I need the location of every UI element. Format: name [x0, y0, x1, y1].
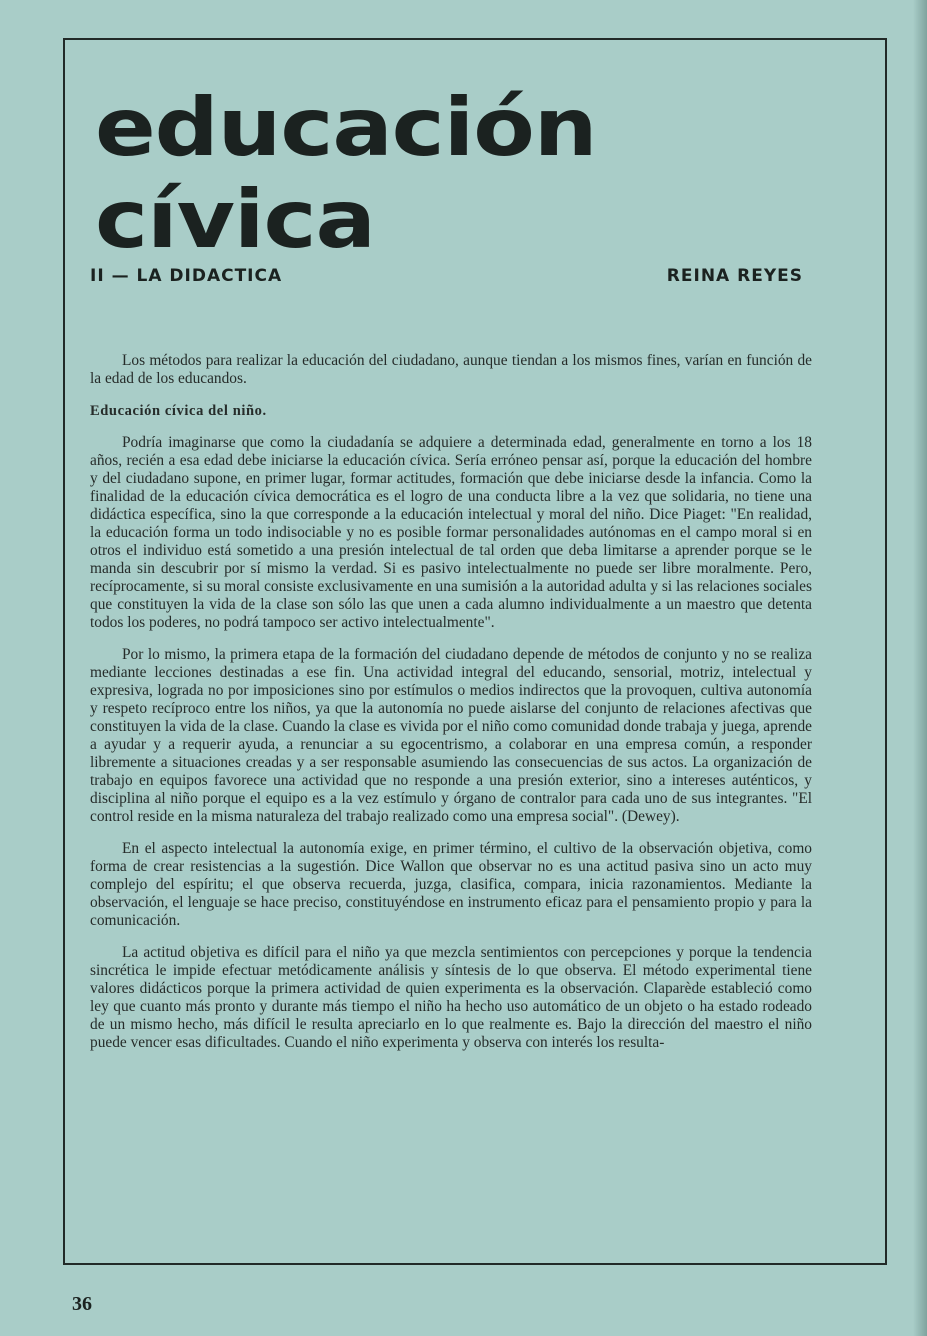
article-title [95, 82, 596, 266]
title-line-2: cívica [95, 173, 375, 266]
intro-paragraph: Los métodos para realizar la educación del ciudadano, aunque tiendan a los mismos fines, varían en función de la edad de los educandos. [90, 352, 812, 387]
section-heading: Educación cívica del niño. [90, 403, 267, 419]
body-paragraph: En el aspecto intelectual la autonomía exige, en primer término, el cultivo de la observación objetiva, como forma de crear resistencias a la sugestión. Dice Wallon que observar no es una actitud pasiva sino un acto muy complejo del espíritu; el que observa recuerda, juzga, clasifica, compara, inicia razonamientos. Mediante la observación, el lenguaje se hace preciso, constituyéndose en instrumento eficaz para el pensamiento propio y para la comunicación. [90, 840, 812, 929]
page-number: 36 [72, 1293, 92, 1315]
article-frame [63, 38, 887, 1265]
page-edge-shadow [913, 0, 927, 1336]
body-paragraph: La actitud objetiva es difícil para el niño ya que mezcla sentimientos con percepciones y porque la tendencia sincrética le impide efectuar metódicamente análisis y síntesis de lo que observa. El método experimental tiene valores didácticos porque la primera actividad de quien experimenta es la observación. Claparède estableció como ley que cuanto más pronto y durante más tiempo el niño ha hecho uso automático de un objeto o ha estado rodeado de un mismo hecho, más difícil le resulta apreciarlo en lo que realmente es. Bajo la dirección del maestro el niño puede vencer esas dificultades. Cuando el niño experimenta y observa con interés los resulta- [90, 944, 812, 1051]
author-name: REINA REYES [666, 266, 803, 286]
section-label: II — LA DIDACTICA [90, 266, 283, 286]
body-paragraph: Por lo mismo, la primera etapa de la formación del ciudadano depende de métodos de conjunto y no se realiza mediante lecciones destinadas a ese fin. Una actividad integral del educando, sensorial, motriz, intelectual y expresiva, lograda no por imposiciones sino por estímulos o medios indirectos que la provoquen, cultiva autonomía y respeto recíproco entre los niños, ya que la autonomía no puede aislarse del conjunto de relaciones afectivas que constituyen la vida de la clase. Cuando la clase es vivida por el niño como comunidad donde trabaja y juega, aprende a ayudar y a requerir ayuda, a renunciar a su egocentrismo, a colaborar en una empresa común, a responder libremente a situaciones creadas y a ser responsable asumiendo las consecuencias de sus actos. La organización de trabajo en equipos favorece una actividad que no responde a una presión exterior, sino a intereses auténticos, y disciplina al niño porque el equipo es a la vez estímulo y órgano de contralor para cada uno de sus integrantes. "El control reside en la misma naturaleza del trabajo realizado como una empresa social". (Dewey). [90, 646, 812, 825]
body-paragraph: Podría imaginarse que como la ciudadanía se adquiere a determinada edad, generalmente en torno a los 18 años, recién a esa edad debe iniciarse la educación cívica. Sería erróneo pensar así, porque la educación del hombre y del ciudadano supone, en primer lugar, formar actitudes, formación que debe iniciarse desde la infancia. Como la finalidad de la educación cívica democrática es el logro de una conducta libre a la vez que solidaria, no tiene una didáctica específica, sino la que corresponde a la educación intelectual y moral del niño. Dice Piaget: "En realidad, la educación forma un todo indisociable y no es posible formar personalidades autónomas en el campo moral si en otros el individuo está sometido a una presión intelectual de tal orden que deba limitarse a aprender porque se le manda sin descubrir por sí mismo la verdad. Si es pasivo intelectualmente no puede ser libre moralmente. Pero, recíprocamente, si su moral consiste exclusivamente en una sumisión a la autoridad adulta y si las relaciones sociales que constituyen la vida de la clase son sólo las que unen a cada alumno individualmente a un maestro que detenta todos los poderes, no podrá tampoco ser activo intelectualmente". [90, 434, 812, 631]
title-line-1: educación [95, 81, 597, 174]
article-body [90, 352, 812, 1066]
